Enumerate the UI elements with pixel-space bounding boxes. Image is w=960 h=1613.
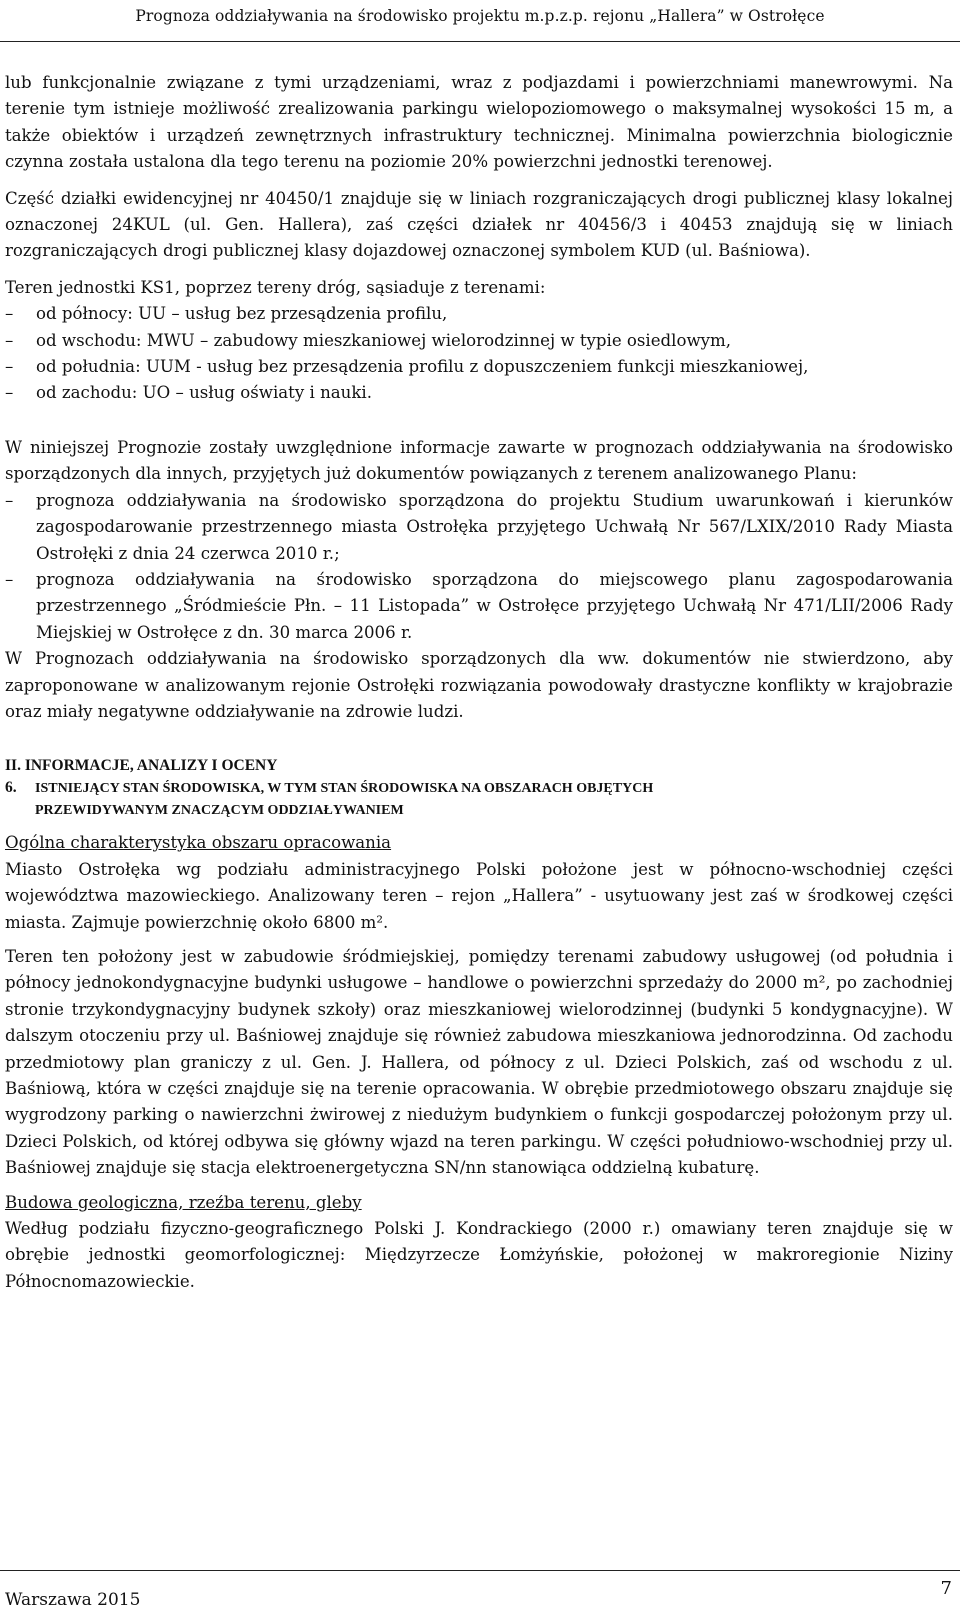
- subsection-heading: [5, 777, 953, 822]
- subsection-title-line1: ISTNIEJĄCY STAN ŚRODOWISKA, W TYM STAN ŚRODOWISKA NA OBSZARACH OBJĘTYCH: [35, 781, 654, 797]
- paragraph: W Prognozach oddziaływania na środowisko sporządzonych dla ww. dokumentów nie stwierdzono, aby zaproponowane w analizowanym rejonie Ostrołęki rozwiązania powodowały drastyczne konflikty w krajobrazie oraz miały negatywne oddziaływanie na zdrowie ludzi.: [5, 649, 953, 721]
- section-heading: II. INFORMACJE, ANALIZY I OCENY: [5, 757, 278, 775]
- header-title: Prognoza oddziaływania na środowisko projektu m.p.z.p. rejonu „Hallera” w Ostrołęce: [135, 7, 825, 25]
- list-item: [5, 567, 953, 646]
- dash-bullet: –: [5, 490, 14, 510]
- list-item-text: od wschodu: MWU – zabudowy mieszkaniowej wielorodzinnej w typie osiedlowym,: [36, 330, 732, 350]
- paragraph: Teren ten położony jest w zabudowie śródmiejskiej, pomiędzy terenami zabudowy usługowej (od południa i północy jednokondygnacyjne budynki usługowe – handlowe o powierzchni sprzedaży do 2000 m², po zachodniej stronie trzykondygnacyjny budynek szkoły) oraz mieszkaniowej wielorodzinnej (budynki 5 kondygnacyjne). W dalszym otoczeniu przy ul. Baśniowej znajduje się również zabudowa mieszkaniowa jednorodzinna. Od zachodu przedmiotowy plan graniczy z ul. Gen. J. Hallera, od północy z ul. Dzieci Polskich, zaś od wschodu z ul. Baśniową, która w części znajduje się na terenie opracowania. W obrębie przedmiotowego obszaru znajduje się wygrodzony parking o nawierzchni żwirowej z niedużym budynkiem o funkcji gospodarczej położonym przy ul. Dzieci Polskich, od której odbywa się główny wjazd na teren parkingu. W części południowo-wschodniej przy ul. Baśniowej znajduje się stacja elektroenergetyczna SN/nn stanowiąca oddzielną kubaturę.: [5, 946, 953, 1178]
- list-item: [5, 328, 953, 354]
- page-body: [5, 70, 953, 1295]
- footer-location: Warszawa 2015: [5, 1590, 141, 1610]
- list-item: [5, 380, 953, 406]
- list-item-text: od południa: UUM - usług bez przesądzenia profilu z dopuszczeniem funkcji mieszkaniowej,: [36, 357, 809, 377]
- list-item-text: prognoza oddziaływania na środowisko sporządzona do miejscowego planu zagospodarowania przestrzennego „Śródmieście Płn. – 11 Listopada” w Ostrołęce przyjętego Uchwałą Nr 471/LII/2006 Rady Miejskiej w Ostrołęce z dn. 30 marca 2006 r.: [36, 569, 953, 642]
- list-item-text: od zachodu: UO – usług oświaty i nauki.: [36, 383, 372, 403]
- dash-bullet: –: [5, 304, 14, 324]
- list-item: [5, 354, 953, 380]
- prognoses-list: [5, 488, 953, 646]
- dash-bullet: –: [5, 357, 14, 377]
- list-item-text: prognoza oddziaływania na środowisko sporządzona do projektu Studium uwarunkowań i kierunków zagospodarowanie przestrzennego miasta Ostrołęka przyjętego Uchwałą Nr 567/LXIX/2010 Rady Miasta Ostrołęki z dnia 24 czerwca 2010 r.;: [36, 490, 953, 563]
- dash-bullet: –: [5, 383, 14, 403]
- list-item: [5, 488, 953, 567]
- topic-heading: Ogólna charakterystyka obszaru opracowania: [5, 833, 392, 853]
- paragraph: Według podziału fizyczno-geograficznego Polski J. Kondrackiego (2000 r.) omawiany teren znajduje się w obrębie jednostki geomorfologicznej: Międzyrzecze Łomżyńskie, położonej w makroregionie Niziny Północnomazowieckie.: [5, 1219, 953, 1291]
- topic-heading: Budowa geologiczna, rzeźba terenu, gleby: [5, 1192, 362, 1212]
- paragraph: Teren jednostki KS1, poprzez tereny dróg, sąsiaduje z terenami:: [5, 277, 546, 297]
- list-item-text: od północy: UU – usług bez przesądzenia profilu,: [36, 304, 448, 324]
- paragraph: W niniejszej Prognozie zostały uwzględnione informacje zawarte w prognozach oddziaływania na środowisko sporządzonych dla innych, przyjętych już dokumentów powiązanych z terenem analizowanego Planu:: [5, 437, 953, 484]
- neighbors-list: [5, 301, 953, 407]
- running-header: [0, 0, 960, 42]
- dash-bullet: –: [5, 569, 14, 589]
- paragraph: Miasto Ostrołęka wg podziału administracyjnego Polski położone jest w północno-wschodniej części województwa mazowieckiego. Analizowany teren – rejon „Hallera” - usytuowany jest zaś w środkowej części miasta. Zajmuje powierzchnię około 6800 m².: [5, 859, 953, 932]
- subsection-number: 6.: [5, 779, 17, 797]
- paragraph: lub funkcjonalnie związane z tymi urządzeniami, wraz z podjazdami i powierzchniami manewrowymi. Na terenie tym istnieje możliwość zrealizowania parkingu wielopoziomowego o maksymalnej wysokości 15 m, a także obiektów i urządzeń zewnętrznych infrastruktury technicznej. Minimalna powierzchnia biologicznie czynna została ustalona dla tego terenu na poziomie 20% powierzchni jednostki terenowej.: [5, 73, 953, 172]
- list-item: [5, 301, 953, 327]
- paragraph: Część działki ewidencyjnej nr 40450/1 znajduje się w liniach rozgraniczających drogi publicznej klasy lokalnej oznaczonej 24KUL (ul. Gen. Hallera), zaś części działek nr 40456/3 i 40453 znajdują się w liniach rozgraniczających drogi publicznej klasy dojazdowej oznaczonej symbolem KUD (ul. Baśniowa).: [5, 188, 953, 261]
- subsection-title-line2: PRZEWIDYWANYM ZNACZĄCYM ODDZIAŁYWANIEM: [35, 803, 404, 819]
- page-number: 7: [940, 1578, 952, 1599]
- footer-rule: [0, 1570, 960, 1571]
- dash-bullet: –: [5, 330, 14, 350]
